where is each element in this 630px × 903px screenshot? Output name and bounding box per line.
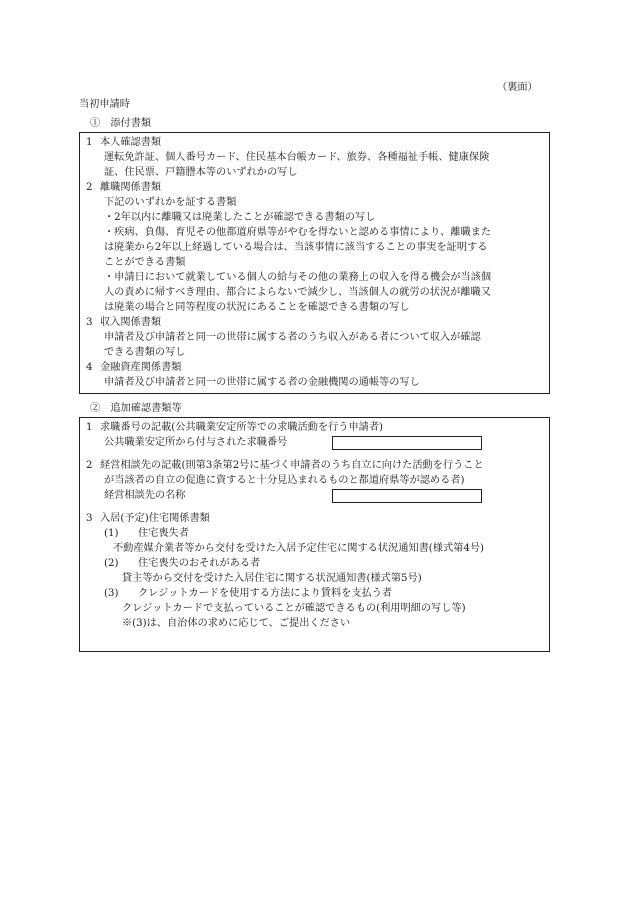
business-consult-header: 2 経営相談先の記載(則第3条第2号に基づく申請者のうち自立に向けた活動を行うこと: [86, 460, 484, 471]
additional-documents-box: [79, 417, 550, 652]
item3-title: 収入関係書類: [100, 317, 162, 328]
housing-sub1-title: 住宅喪失者: [138, 528, 189, 539]
item3-line: できる書類の写し: [104, 347, 186, 358]
item4-title: 金融資産関係書類: [100, 362, 182, 373]
item2-line: は廃業の場合と同等程度の状況にあることを確認できる書類の写し: [104, 302, 410, 313]
business-consult-title-cont: が当該者の自立の促進に資すると十分見込まれるものと都道府県等が認める者): [104, 475, 465, 486]
housing-sub1-header: (1) 住宅喪失者: [104, 528, 189, 539]
document-heading: 当初申請時: [79, 99, 130, 110]
item4-header: 4 金融資産関係書類: [86, 362, 182, 373]
housing-sub2-desc: 貸主等から交付を受けた入居住宅に関する状況通知書(様式第5号): [122, 573, 422, 584]
business-consult-row: [86, 488, 549, 503]
item1-title: 本人確認書類: [100, 137, 162, 148]
item2-line: ことができる書類: [104, 257, 186, 268]
item4-line: 申請者及び申請者と同一の世帯に属する者の金融機関の通帳等の写し: [104, 377, 420, 388]
item2-line: ・疾病、負傷、育児その他都道府県等がやむを得ないと認める事情により、離職また: [104, 227, 492, 238]
housing-docs-header: 3 入居(予定)住宅関係書類: [86, 513, 210, 524]
job-number-row: [86, 435, 549, 450]
item2-line: ・申請日において就業している個人の給与その他の業務上の収入を得る機会が当該個: [104, 272, 492, 283]
housing-sub2-title: 住宅喪失のおそれがある者: [138, 558, 261, 569]
item2-line: 人の責めに帰すべき理由、都合によらないで減少し、当該個人の就労の状況が離職又: [104, 287, 491, 298]
page-side-label: （裏面）: [497, 82, 538, 93]
housing-docs-title: 入居(予定)住宅関係書類: [100, 513, 210, 524]
item1-header: 1 本人確認書類: [86, 137, 162, 148]
attachments-box: [79, 132, 550, 394]
item2-header: 2 離職関係書類: [86, 182, 162, 193]
job-number-field[interactable]: [332, 436, 482, 450]
item1-line: 運転免許証、個人番号カード、住民基本台帳カード、旅券、各種福祉手帳、健康保険: [104, 152, 490, 163]
housing-note: ※(3)は、自治体の求めに応じて、ご提出ください: [122, 618, 351, 629]
business-consult-field[interactable]: [332, 489, 482, 503]
section1-title: ① 添付書類: [90, 118, 152, 129]
housing-sub3-header: (3) クレジットカードを使用する方法により賃料を支払う者: [104, 588, 393, 599]
item2-line: ・2年以内に離職又は廃業したことが確認できる書類の写し: [104, 212, 376, 223]
housing-sub1-desc: 不動産媒介業者等から交付を受けた入居予定住宅に関する状況通知書(様式第4号): [113, 543, 484, 554]
job-number-title: 求職番号の記載(公共職業安定所等での求職活動を行う申請者): [100, 422, 384, 433]
housing-sub3-title: クレジットカードを使用する方法により賃料を支払う者: [138, 588, 393, 599]
item2-line: は廃業から2年以上経過している場合は、当該事情に該当することの事実を証明する: [104, 242, 488, 253]
item3-line: 申請者及び申請者と同一の世帯に属する者のうち収入がある者について収入が確認: [104, 332, 481, 343]
housing-sub2-header: (2) 住宅喪失のおそれがある者: [104, 558, 261, 569]
job-number-header: 1 求職番号の記載(公共職業安定所等での求職活動を行う申請者): [86, 422, 384, 433]
housing-sub3-desc: クレジットカードで支払っていることが確認できるもの(利用明細の写し等): [122, 603, 466, 614]
item3-header: 3 収入関係書類: [86, 317, 162, 328]
item1-line: 証、住民票、戸籍謄本等のいずれかの写し: [104, 167, 298, 178]
business-consult-title: 経営相談先の記載(則第3条第2号に基づく申請者のうち自立に向けた活動を行うこと: [100, 460, 484, 471]
job-number-label: 公共職業安定所から付与された求職番号: [104, 437, 288, 448]
item2-title: 離職関係書類: [100, 182, 162, 193]
item2-line: 下記のいずれかを証する書類: [104, 197, 237, 208]
business-consult-label: 経営相談先の名称: [104, 490, 186, 501]
section2-title: ② 追加確認書類等: [90, 403, 182, 414]
